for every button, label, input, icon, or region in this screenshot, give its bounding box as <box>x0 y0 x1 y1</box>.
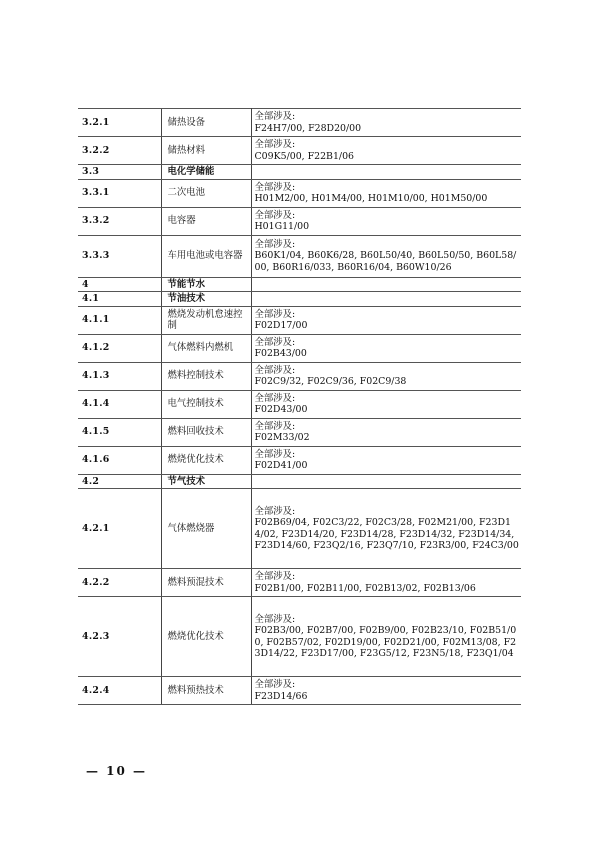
row-codes-cell <box>251 277 521 292</box>
section-name: 节能节水 <box>161 277 251 292</box>
row-number: 4.1.3 <box>78 362 161 390</box>
row-name: 车用电池或电容器 <box>161 235 251 277</box>
row-label: 全部涉及: <box>254 181 296 193</box>
row-codes: F02B1/00, F02B11/00, F02B13/02, F02B13/06 <box>254 582 476 594</box>
row-number: 4.2.3 <box>78 597 161 677</box>
row-number: 4.2.4 <box>78 677 161 705</box>
row-codes-cell <box>251 597 521 677</box>
row-name: 燃烧发动机怠速控制 <box>161 306 251 334</box>
row-codes-cell <box>251 334 521 362</box>
row-number: 4.1.6 <box>78 446 161 474</box>
row-label: 全部涉及: <box>254 364 296 376</box>
row-number: 4.1.2 <box>78 334 161 362</box>
row-label: 全部涉及: <box>254 679 296 691</box>
row-label: 全部涉及: <box>254 505 296 517</box>
row-codes-cell <box>251 677 521 705</box>
row-number: 4.1.1 <box>78 306 161 334</box>
row-name: 气体燃烧器 <box>161 489 251 569</box>
table-row <box>78 569 521 597</box>
row-codes: H01G11/00 <box>254 221 310 233</box>
row-name: 二次电池 <box>161 179 251 207</box>
table-row <box>78 179 521 207</box>
section-row <box>78 474 521 489</box>
section-number: 4.2 <box>78 474 161 489</box>
row-codes-cell <box>251 179 521 207</box>
row-codes: F02D43/00 <box>254 404 308 416</box>
row-name: 燃料预混技术 <box>161 569 251 597</box>
table-row <box>78 677 521 705</box>
row-name: 燃烧优化技术 <box>161 597 251 677</box>
table-row <box>78 334 521 362</box>
row-number: 4.1.4 <box>78 390 161 418</box>
row-codes-cell <box>251 137 521 165</box>
row-number: 3.3.2 <box>78 207 161 235</box>
section-number: 4 <box>78 277 161 292</box>
row-number: 4.2.1 <box>78 489 161 569</box>
page-number: — 10 — <box>86 764 148 778</box>
row-number: 4.1.5 <box>78 418 161 446</box>
row-number: 3.2.1 <box>78 109 161 137</box>
row-codes: F02B69/04, F02C3/22, F02C3/28, F02M21/00, F23D14/02, F23D14/20, F23D14/28, F23D14/32, F23D14/34, F23D14/60, F23Q2/16, F23Q7/10, F23R3/00, F24C3/00 <box>254 517 519 552</box>
row-label: 全部涉及: <box>254 571 296 583</box>
row-codes-cell <box>251 235 521 277</box>
row-codes: F24H7/00, F28D20/00 <box>254 122 362 134</box>
row-label: 全部涉及: <box>254 420 296 432</box>
row-codes: F02D41/00 <box>254 460 308 472</box>
row-codes: F02B3/00, F02B7/00, F02B9/00, F02B23/10, F02B51/00, F02B57/02, F02D19/00, F02D21/00, F02M13/08, F23D14/22, F23D17/00, F23G5/12, F23N5/18, F23Q1/04 <box>254 625 517 660</box>
row-name: 燃料控制技术 <box>161 362 251 390</box>
row-label: 全部涉及: <box>254 448 296 460</box>
classification-table <box>78 108 521 705</box>
row-number: 4.2.2 <box>78 569 161 597</box>
row-label: 全部涉及: <box>254 392 296 404</box>
row-name: 储热设备 <box>161 109 251 137</box>
row-codes-cell <box>251 109 521 137</box>
row-codes: F02M33/02 <box>254 432 310 444</box>
row-codes: F02B43/00 <box>254 348 307 360</box>
table-row <box>78 418 521 446</box>
row-label: 全部涉及: <box>254 209 296 221</box>
row-name: 燃料回收技术 <box>161 418 251 446</box>
row-codes-cell <box>251 362 521 390</box>
row-codes-cell <box>251 446 521 474</box>
row-codes: H01M2/00, H01M4/00, H01M10/00, H01M50/00 <box>254 193 488 205</box>
row-label: 全部涉及: <box>254 238 296 250</box>
table-row <box>78 597 521 677</box>
row-codes: F02C9/32, F02C9/36, F02C9/38 <box>254 376 407 388</box>
section-name: 电化学储能 <box>161 165 251 180</box>
row-codes-cell <box>251 207 521 235</box>
table-row <box>78 489 521 569</box>
row-name: 电容器 <box>161 207 251 235</box>
table-row <box>78 362 521 390</box>
table-row <box>78 390 521 418</box>
table-row <box>78 306 521 334</box>
row-label: 全部涉及: <box>254 110 296 122</box>
row-codes-cell <box>251 306 521 334</box>
row-codes: C09K5/00, F22B1/06 <box>254 150 354 162</box>
row-label: 全部涉及: <box>254 308 296 320</box>
section-number: 3.3 <box>78 165 161 180</box>
row-codes: B60K1/04, B60K6/28, B60L50/40, B60L50/50, B60L58/00, B60R16/033, B60R16/04, B60W10/26 <box>254 250 517 273</box>
table-row <box>78 235 521 277</box>
row-codes-cell <box>251 474 521 489</box>
row-codes-cell <box>251 292 521 307</box>
row-name: 储热材料 <box>161 137 251 165</box>
row-number: 3.3.1 <box>78 179 161 207</box>
row-codes-cell <box>251 390 521 418</box>
row-codes-cell <box>251 165 521 180</box>
table-row <box>78 446 521 474</box>
table-row <box>78 109 521 137</box>
section-row <box>78 292 521 307</box>
section-row <box>78 165 521 180</box>
section-row <box>78 277 521 292</box>
row-codes: F02D17/00 <box>254 320 308 332</box>
row-name: 燃料预热技术 <box>161 677 251 705</box>
section-name: 节气技术 <box>161 474 251 489</box>
section-number: 4.1 <box>78 292 161 307</box>
row-codes: F23D14/66 <box>254 690 308 702</box>
row-label: 全部涉及: <box>254 138 296 150</box>
row-number: 3.3.3 <box>78 235 161 277</box>
row-codes-cell <box>251 569 521 597</box>
row-name: 电气控制技术 <box>161 390 251 418</box>
row-name: 气体燃料内燃机 <box>161 334 251 362</box>
section-name: 节油技术 <box>161 292 251 307</box>
table-row <box>78 137 521 165</box>
row-codes-cell <box>251 489 521 569</box>
row-number: 3.2.2 <box>78 137 161 165</box>
row-codes-cell <box>251 418 521 446</box>
row-name: 燃烧优化技术 <box>161 446 251 474</box>
row-label: 全部涉及: <box>254 613 296 625</box>
row-label: 全部涉及: <box>254 336 296 348</box>
table-row <box>78 207 521 235</box>
